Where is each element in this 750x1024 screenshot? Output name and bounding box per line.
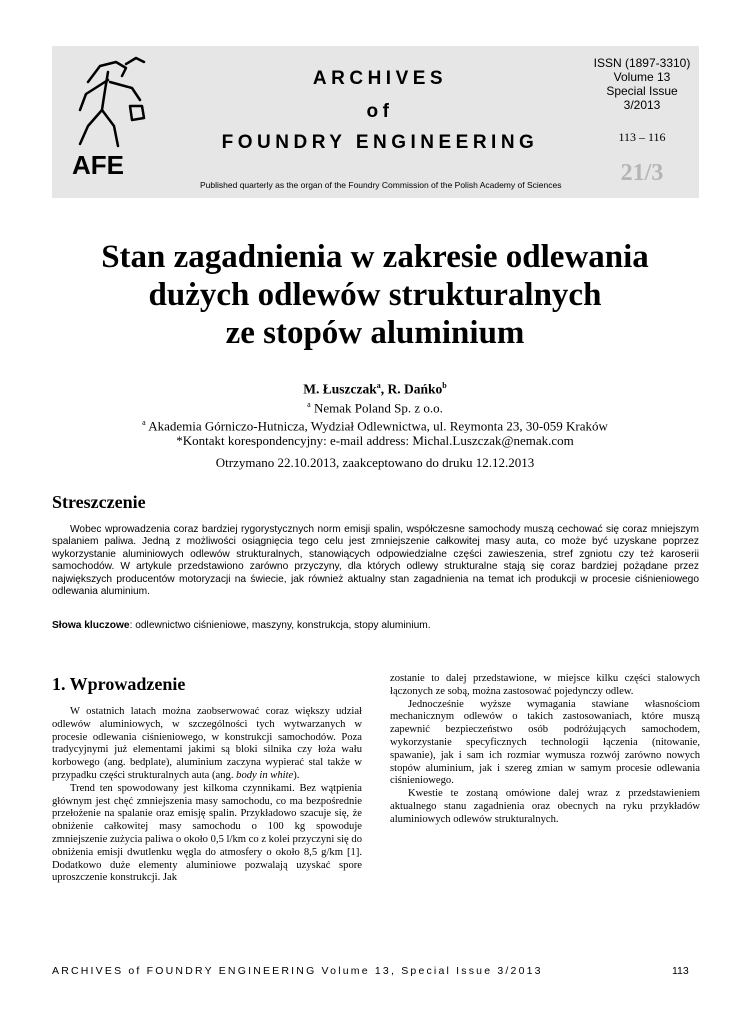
page-range: 113 – 116: [618, 130, 666, 144]
keywords-text: : odlewnictwo ciśnieniowe, maszyny, konstrukcja, stopy aluminium.: [129, 620, 431, 631]
keywords-label: Słowa kluczowe: [52, 620, 130, 631]
issn-block: [582, 56, 702, 112]
journal-title-line1: ARCHIVES: [312, 68, 448, 89]
issue-number: 3/2013: [623, 98, 661, 112]
published-note: Published quarterly as the organ of the Foundry Commission of the Polish Academy of Sciences: [200, 180, 562, 190]
title-line3: ze stopów aluminium: [225, 315, 525, 351]
affiliation-a: $^a$ Nemak Poland Sp. z o.o.: [307, 399, 443, 415]
paragraph: Kwestie te zostaną omówione dalej wraz z przedstawieniem aktualnego stanu zagadnienia oraz obecnych na ryku przykładów aluminiowych odlewów strukturalnych.: [390, 788, 700, 825]
issn: ISSN (1897-3310): [593, 56, 691, 70]
page-number: 113: [672, 965, 689, 977]
column-right: [390, 673, 700, 827]
column-left: [52, 706, 362, 885]
title-line1: Stan zagadnienia w zakresie odlewania: [101, 239, 649, 275]
abstract-heading: Streszczenie: [52, 492, 146, 512]
affiliation-b: $^a$ Akademia Górniczo-Hutnicza, Wydział Odlewnictwa, ul. Reymonta 23, 30-059 Kraków: [142, 417, 608, 434]
journal-title-line2: of: [366, 101, 394, 122]
contact: *Kontakt korespondencyjny: e-mail address: Michal.Luszczak@nemak.com: [176, 433, 574, 449]
journal-title-line3: FOUNDRY ENGINEERING: [221, 132, 539, 153]
abstract-text: Wobec wprowadzenia coraz bardziej rygorystycznych norm emisji spalin, współczesne samochody muszą cechować się coraz mniejszym spalaniem paliwa. Jedną z możliwości osiągnięcia tego celu jest zmniejszenie całkowitej masy auta, co może być uzyskane poprzez wykorzystanie aluminiowych odlewów strukturalnych, stanowiących odpowiedzialne części zawieszenia, stref zgniotu czy też karoserii samochodów. W artykule przedstawiono zarówno przyczyny, dla których odlewy strukturalne stają się coraz bardziej pożądane przez największych producentów motoryzacji na świecie, jak również aktualny stan zagadnienia na temat ich produkcji w procesie ciśnieniowego odlewania aluminium.: [52, 524, 699, 598]
paragraph: Trend ten spowodowany jest kilkoma czynnikami. Bez wątpienia głównym jest chęć zmniejszenia masy samochodu, co ma bezpośrednie przełożenie na spalanie oraz emisję spalin. Przykładowo szacuje się, że obniżenie całkowitej masy samochodu o 100 kg spowoduje zmniejszenie zużycia paliwa o około 0,5 l/km co z kolei przyczyni się do obniżenia emisji dwutlenku węgla do atmosfery o około 8,5 g/km [1]. Dodatkowo duże elementy aluminiowe pozwalają uzyskać spore uproszczenie konstrukcji. Jak: [52, 782, 362, 884]
article-number: 21/3: [620, 160, 664, 186]
title-line2: dużych odlewów strukturalnych: [148, 277, 602, 313]
intro-heading: 1. Wprowadzenie: [52, 674, 186, 694]
special-issue: Special Issue: [606, 84, 678, 98]
authors: M. Łuszczak$^a$, R. Dańko$^b$: [303, 381, 447, 397]
footer-journal: ARCHIVES of FOUNDRY ENGINEERING Volume 13, Special Issue 3/2013: [52, 965, 543, 977]
svg-text:AFE: AFE: [72, 150, 124, 180]
received-dates: Otrzymano 22.10.2013, zaakceptowano do druku 12.12.2013: [215, 455, 535, 470]
authors-block: [40, 378, 710, 448]
paragraph: zostanie to dalej przedstawione, w miejsce kilku części stalowych łączonych ze sobą, można zastosować pojedynczy odlew.: [390, 673, 700, 697]
article-title: [40, 238, 710, 352]
afe-logo: [68, 54, 160, 180]
paragraph: W ostatnich latach można zaobserwować coraz większy udział odlewów aluminiowych, w szczególności tych wytwarzanych w procesie odlewania ciśnieniowego, w konstrukcji samochodów. Poza tradycyjnymi już elementami jakimi są bloki silnika czy łoża wału korbowego (ang. bedplate), aluminium zaczyna wypierać stal także w przypadku części strukturalnych auta (ang. body in white).: [52, 706, 362, 781]
volume: Volume 13: [613, 70, 671, 84]
paragraph: Jednocześnie wyższe wymagania stawiane własnościom mechanicznym odlewów o takich zastosowaniach, które muszą zapewnić bezpieczeństwo osób podróżujących samochodem, wykorzystanie specyficznych technologii łączenia (nitowanie, spawanie), jak i sam ich rozmiar wymusza rozwój zarówno nowych stopów aluminium, jak i szereg zmian w samym procesie odlewania ciśnieniowego.: [390, 698, 700, 787]
keywords: [52, 620, 699, 632]
